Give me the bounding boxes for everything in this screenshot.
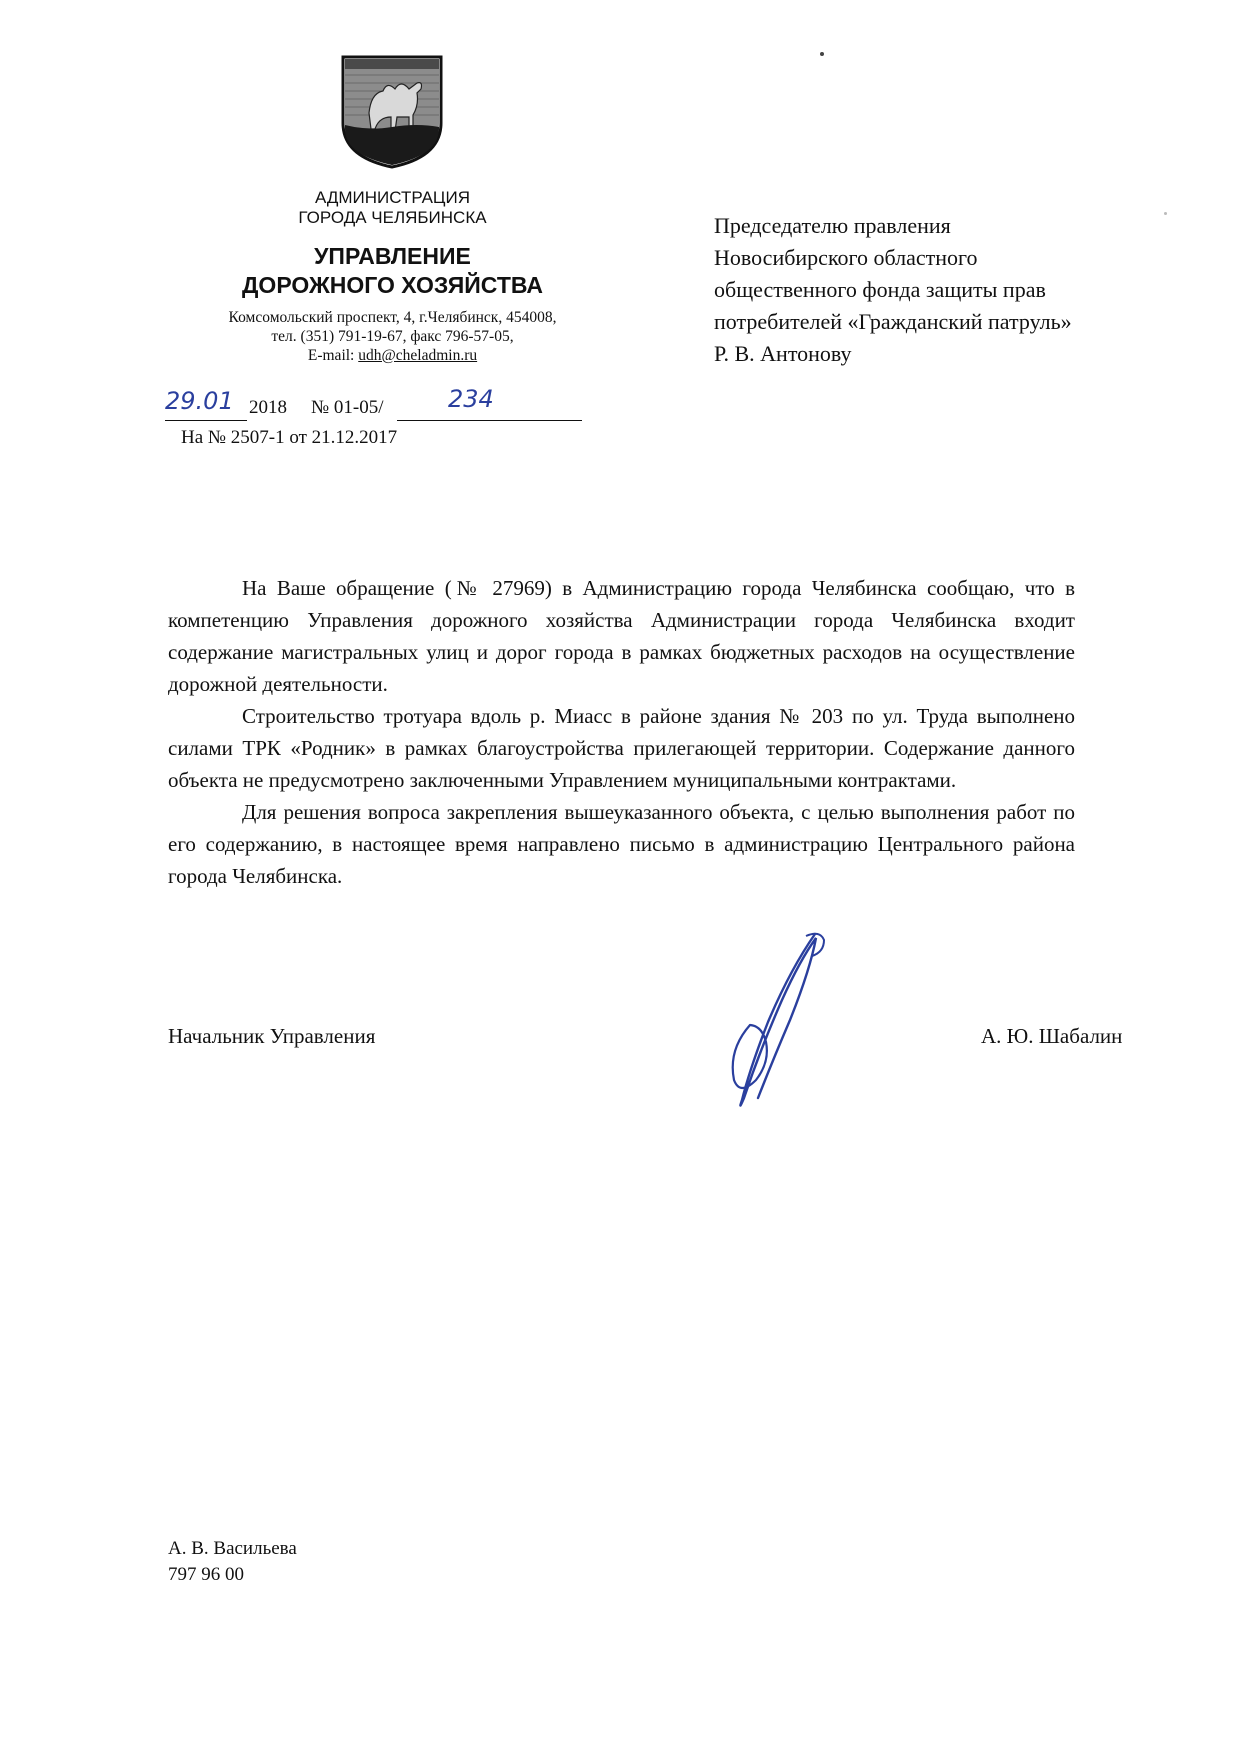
email-label: E-mail: <box>307 347 359 364</box>
reply-reference: На № 2507-1 от 21.12.2017 <box>181 427 398 448</box>
handwritten-date: 29.01 <box>165 387 234 415</box>
number-underline <box>397 420 582 421</box>
body-paragraph-2: Строительство тротуара вдоль р. Миасс в районе здания № 203 по ул. Труда выполнено силами ТРК «Родник» в рамках благоустройства прилегающей территории. Содержание данного объекта не предусмотрено заключенными Управлением муниципальными контрактами. <box>168 704 1075 792</box>
registration-line <box>165 385 585 423</box>
department-name <box>175 242 610 300</box>
signatory-name: А. Ю. Шабалин <box>981 1024 1123 1048</box>
handwritten-number: 234 <box>448 385 494 413</box>
body-paragraph-1: На Ваше обращение (№ 27969) в Администрацию города Челябинска сообщаю, что в компетенцию Управления дорожного хозяйства Администрации города Челябинска входит содержание магистральных улиц и дорог города в рамках бюджетных расходов на осуществление дорожной деятельности. <box>168 576 1075 696</box>
date-underline <box>165 420 247 421</box>
addressee-line-2: Новосибирского областного <box>714 245 978 270</box>
email-link[interactable]: udh@cheladmin.ru <box>358 347 478 364</box>
organization-name <box>215 188 570 228</box>
scan-speck <box>820 52 824 56</box>
letter-body <box>168 572 1075 892</box>
registration-year: 2018 <box>249 397 287 418</box>
signatory-position: Начальник Управления <box>168 1024 376 1048</box>
dept-line-1: УПРАВЛЕНИЕ <box>314 243 471 269</box>
phone-fax: тел. (351) 791-19-67, факс 796-57-05, <box>271 328 514 345</box>
addressee-line-3: общественного фонда защиты прав <box>714 277 1046 302</box>
executor-phone: 797 96 00 <box>168 1564 244 1585</box>
org-line-2: ГОРОДА ЧЕЛЯБИНСКА <box>298 208 487 227</box>
city-emblem-icon <box>339 53 445 169</box>
registration-number-prefix: № 01-05/ <box>311 397 384 418</box>
org-line-1: АДМИНИСТРАЦИЯ <box>314 188 470 207</box>
email-line <box>165 346 620 365</box>
addressee-block <box>714 210 1184 370</box>
body-paragraph-3: Для решения вопроса закрепления вышеуказанного объекта, с целью выполнения работ по его содержанию, в настоящее время направлено письмо в администрацию Центрального района города Челябинска. <box>168 800 1075 888</box>
postal-address: Комсомольский проспект, 4, г.Челябинск, 454008, <box>228 309 557 326</box>
executor-block <box>168 1536 297 1588</box>
addressee-line-1: Председателю правления <box>714 213 951 238</box>
contact-block <box>165 308 620 365</box>
dept-line-2: ДОРОЖНОГО ХОЗЯЙСТВА <box>242 272 543 298</box>
addressee-line-4: потребителей «Гражданский патруль» <box>714 309 1072 334</box>
executor-name: А. В. Васильева <box>168 1538 297 1559</box>
handwritten-signature <box>720 930 830 1115</box>
addressee-line-5: Р. В. Антонову <box>714 341 852 366</box>
